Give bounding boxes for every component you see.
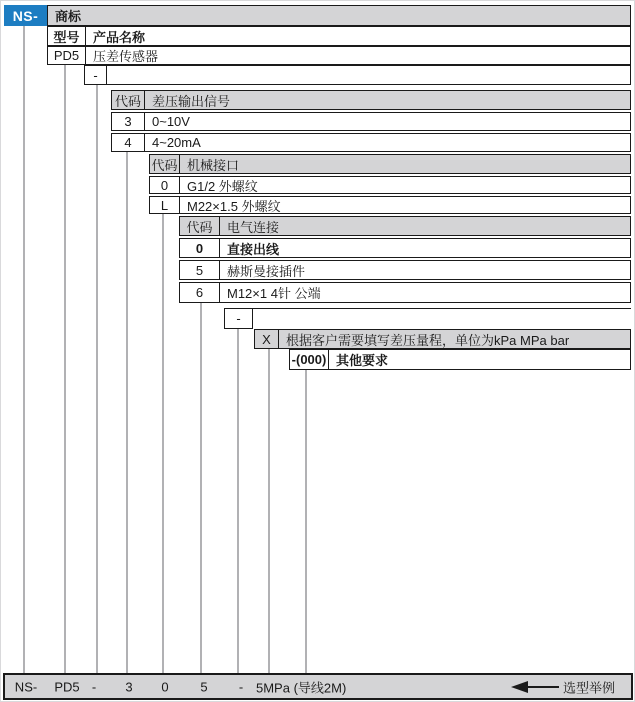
option-desc: 0~10V — [152, 114, 190, 129]
option-desc: 赫斯曼接插件 — [227, 263, 306, 279]
model-name: 压差传感器 — [93, 49, 159, 64]
separator-1-dash: - — [85, 66, 107, 84]
separator-2-dash: - — [236, 311, 241, 326]
pressure-range-desc: 根据客户需要填写差压量程，单位为kPa MPa bar — [286, 332, 570, 348]
example-legend: 选型举例 — [563, 680, 616, 695]
separator-row-1 — [84, 65, 631, 85]
arrow-line — [527, 686, 559, 688]
mechanical-interface-row — [149, 176, 631, 194]
model-header-row — [47, 26, 631, 46]
option-code: L — [150, 197, 180, 213]
other-requirements-desc: 其他要求 — [336, 353, 389, 368]
pressure-range-row — [254, 329, 631, 349]
mechanical-interface-title: 机械接口 — [187, 157, 240, 173]
connector-line — [126, 152, 128, 673]
model-header-code: 型号 — [48, 27, 86, 45]
mechanical-interface-header — [149, 154, 631, 174]
connector-line — [268, 349, 270, 673]
option-code: 0 — [150, 177, 180, 193]
option-desc: 直接出线 — [227, 241, 280, 257]
electrical-connection-row — [179, 282, 631, 303]
example-code-bar — [3, 673, 633, 700]
connector-line — [23, 26, 25, 673]
model-code: PD5 — [48, 47, 86, 64]
option-desc: M12×1 4针 公端 — [227, 286, 321, 301]
option-code: X — [255, 330, 279, 348]
option-code: 4 — [112, 134, 145, 151]
example-code: 0 — [161, 679, 169, 694]
connector-line — [200, 303, 202, 673]
arrow-left-icon — [511, 681, 528, 693]
option-desc: G1/2 外螺纹 — [187, 178, 258, 194]
other-requirements-row — [289, 349, 631, 370]
electrical-connection-row — [179, 238, 631, 258]
electrical-connection-title: 电气连接 — [227, 219, 280, 235]
output-signal-row — [111, 133, 631, 152]
option-code: 3 — [112, 113, 145, 130]
trademark-label: 商标 — [55, 9, 82, 24]
model-header-name: 产品名称 — [93, 29, 146, 45]
option-desc: 4~20mA — [152, 135, 201, 150]
output-signal-header — [111, 90, 631, 110]
electrical-connection-row — [179, 260, 631, 280]
connector-line — [64, 65, 66, 673]
connector-line — [96, 85, 98, 673]
example-code: 5 — [200, 679, 208, 694]
model-value-row — [47, 46, 631, 65]
output-signal-title: 差压输出信号 — [152, 93, 231, 109]
example-code: - — [238, 679, 244, 694]
code-header-label: 代码 — [112, 91, 145, 109]
example-code: - — [91, 679, 97, 694]
separator-1-empty — [107, 66, 630, 84]
separator-extension-line — [253, 308, 631, 309]
example-code: PD5 — [54, 679, 80, 694]
option-code: -(000) — [290, 350, 329, 369]
output-signal-row — [111, 112, 631, 131]
code-header-label: 代码 — [150, 155, 180, 173]
connector-line — [305, 370, 307, 673]
example-code: NS- — [14, 679, 38, 694]
trademark-row — [47, 5, 631, 26]
mechanical-interface-row — [149, 196, 631, 214]
connector-line — [237, 329, 239, 673]
code-header-label: 代码 — [180, 217, 220, 235]
option-desc: M22×1.5 外螺纹 — [187, 198, 281, 214]
separator-row-2 — [224, 308, 253, 329]
connector-line — [162, 214, 164, 673]
example-code: 3 — [125, 679, 133, 694]
brand-prefix-box: NS- — [4, 5, 47, 26]
example-code: 5MPa (导线2M) — [256, 680, 347, 695]
option-code: 0 — [180, 239, 220, 257]
option-code: 6 — [180, 283, 220, 302]
electrical-connection-header — [179, 216, 631, 236]
option-code: 5 — [180, 261, 220, 279]
